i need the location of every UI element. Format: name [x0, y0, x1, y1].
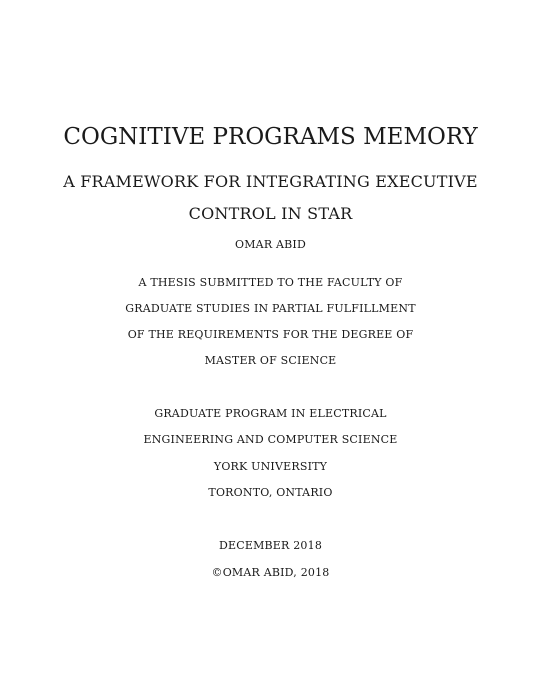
- thesis-date: DECEMBER 2018: [218, 539, 323, 552]
- program-line-1: GRADUATE PROGRAM IN ELECTRICAL: [154, 407, 387, 420]
- subtitle-line-2: CONTROL IN STAR: [188, 204, 353, 223]
- program-line-2: ENGINEERING AND COMPUTER SCIENCE: [143, 433, 398, 446]
- thesis-title: COGNITIVE PROGRAMS MEMORY: [63, 124, 478, 150]
- thesis-statement-line-3: OF THE REQUIREMENTS FOR THE DEGREE OF: [127, 328, 414, 341]
- copyright-notice: ©OMAR ABID, 2018: [211, 566, 330, 579]
- university-name: YORK UNIVERSITY: [213, 460, 328, 473]
- university-location: TORONTO, ONTARIO: [208, 486, 333, 499]
- author-name: OMAR ABID: [235, 238, 306, 251]
- thesis-statement-line-1: A THESIS SUBMITTED TO THE FACULTY OF: [138, 276, 403, 289]
- thesis-statement-line-2: GRADUATE STUDIES IN PARTIAL FULFILLMENT: [125, 302, 416, 315]
- subtitle-line-1: A FRAMEWORK FOR INTEGRATING EXECUTIVE: [63, 172, 478, 191]
- thesis-statement-line-4: MASTER OF SCIENCE: [204, 354, 337, 367]
